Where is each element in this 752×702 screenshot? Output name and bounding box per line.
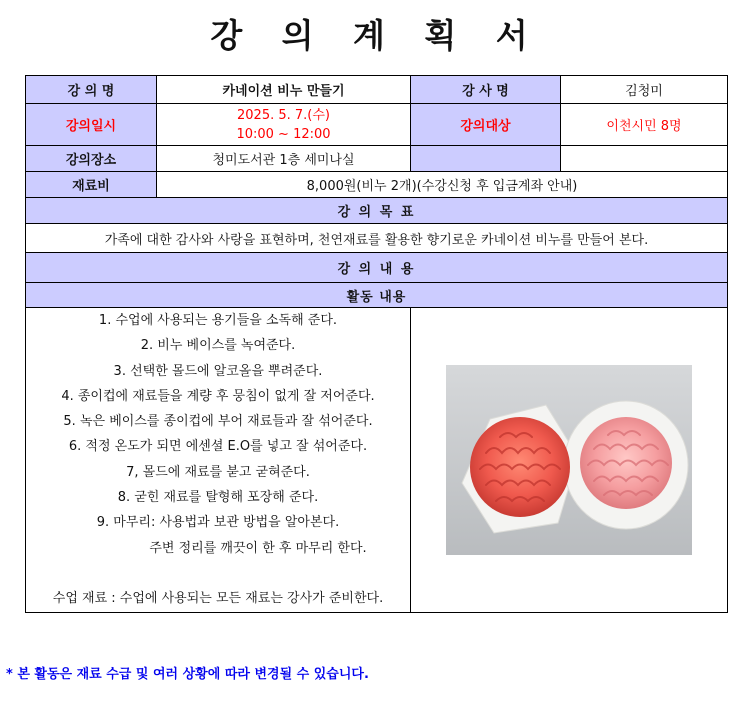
empty-header-cell bbox=[411, 146, 561, 172]
activity-item: 8. 굳힌 재료를 탈형해 포장해 준다. bbox=[117, 490, 319, 506]
activity-header: 활동 내용 bbox=[26, 283, 728, 308]
activity-header-row bbox=[26, 283, 728, 308]
page-title: 강 의 계 획 서 bbox=[210, 16, 542, 55]
activity-row bbox=[26, 308, 728, 613]
goal-row bbox=[26, 224, 728, 253]
lecture-plan-table bbox=[25, 75, 728, 613]
goal-text: 가족에 대한 감사와 사랑을 표현하며, 천연재료를 활용한 향기로운 카네이션 비누를 만들어 본다. bbox=[26, 224, 728, 253]
carnation-soap-photo bbox=[446, 365, 692, 555]
place-value: 청미도서관 1층 세미나실 bbox=[157, 146, 411, 172]
activity-item: 1. 수업에 사용되는 용기들을 소독해 준다. bbox=[98, 313, 338, 328]
soap-photo-cell bbox=[411, 308, 728, 613]
target-value: 이천시민 8명 bbox=[561, 104, 728, 146]
activity-item: 9. 마무리: 사용법과 보관 방법을 알아본다. bbox=[96, 515, 340, 531]
activity-item: 4. 종이컵에 재료들을 계량 후 뭉침이 없게 잘 저어준다. bbox=[61, 388, 375, 404]
place-row bbox=[26, 146, 728, 172]
instructor-label: 강 사 명 bbox=[411, 76, 561, 104]
fee-label: 재료비 bbox=[26, 172, 157, 198]
datetime-label: 강의일시 bbox=[26, 104, 157, 146]
datetime-row bbox=[26, 104, 728, 146]
activity-item: 2. 비누 베이스를 녹여준다. bbox=[140, 338, 296, 354]
fee-row bbox=[26, 172, 728, 198]
materials-note: 수업 재료 : 수업에 사용되는 모든 재료는 강사가 준비한다. bbox=[52, 591, 384, 607]
activity-item: 7, 몰드에 재료를 붇고 굳혀준다. bbox=[126, 464, 310, 480]
activity-item: 6. 적정 온도가 되면 에센셜 E.O를 넣고 잘 섞어준다. bbox=[68, 439, 368, 455]
course-name-value: 카네이션 비누 만들기 bbox=[157, 76, 411, 104]
fee-value: 8,000원(비누 2개)(수강신청 후 입금계좌 안내) bbox=[157, 172, 728, 198]
instructor-value: 김청미 bbox=[561, 76, 728, 104]
change-notice: * 본 활동은 재료 수급 및 여러 상황에 따라 변경될 수 있습니다. bbox=[6, 667, 369, 682]
activity-item: 3. 선택한 몰드에 알코올을 뿌려준다. bbox=[113, 363, 323, 379]
target-label: 강의대상 bbox=[411, 104, 561, 146]
activity-list bbox=[26, 308, 411, 613]
activity-item: 5. 녹은 베이스를 종이컵에 부어 재료들과 잘 섞어준다. bbox=[63, 414, 373, 430]
goal-header: 강 의 목 표 bbox=[26, 198, 728, 224]
red-carnation bbox=[470, 417, 570, 517]
course-name-label: 강 의 명 bbox=[26, 76, 157, 104]
content-header-row bbox=[26, 253, 728, 283]
datetime-value bbox=[157, 104, 411, 146]
course-row bbox=[26, 76, 728, 104]
place-label: 강의장소 bbox=[26, 146, 157, 172]
goal-header-row bbox=[26, 198, 728, 224]
activity-spacer bbox=[30, 561, 406, 586]
date-text: 2025. 5. 7.(수) bbox=[237, 107, 330, 123]
time-text: 10:00 ~ 12:00 bbox=[236, 126, 331, 142]
activity-item: 주변 정리를 깨끗이 한 후 마무리 한다. bbox=[149, 540, 367, 556]
carnation-soap-image bbox=[446, 365, 692, 555]
empty-value-cell bbox=[561, 146, 728, 172]
pink-carnation bbox=[580, 417, 672, 509]
content-header: 강 의 내 용 bbox=[26, 253, 728, 283]
